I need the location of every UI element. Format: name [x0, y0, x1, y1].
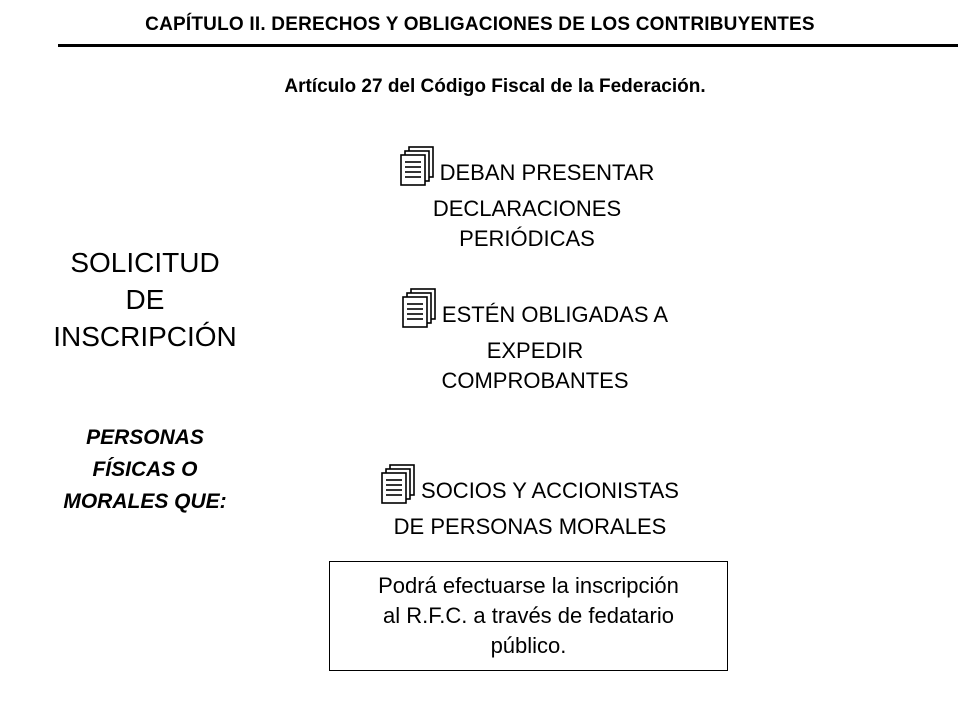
bullet-line: EXPEDIR [486, 338, 584, 363]
chapter-title: CAPÍTULO II. DERECHOS Y OBLIGACIONES DE LOS CONTRIBUYENTES [145, 14, 815, 35]
bullet-line: DE PERSONAS MORALES [393, 514, 667, 539]
subheading-line: MORALES QUE: [63, 490, 227, 513]
document-stack-icon [402, 288, 438, 336]
bullet-line: PERIÓDICAS [459, 226, 595, 251]
registration-request-heading [20, 244, 270, 355]
bullet-item-receipts [360, 288, 710, 396]
bullet-line [352, 146, 702, 194]
bullet-line: COMPROBANTES [441, 368, 629, 393]
document-stack-icon [400, 146, 436, 194]
bullet-text: ESTÉN OBLIGADAS A [441, 302, 669, 327]
subheading-line: PERSONAS [86, 426, 204, 449]
heading-line: DE [125, 284, 165, 315]
document-stack-icon [381, 464, 417, 512]
bullet-text: DEBAN PRESENTAR [439, 160, 655, 185]
bullet-text: SOCIOS Y ACCIONISTAS [421, 478, 679, 503]
heading-line: INSCRIPCIÓN [53, 321, 237, 352]
bullet-line [360, 288, 710, 336]
notary-note-box [329, 561, 728, 671]
title-divider [58, 44, 958, 47]
heading-line: SOLICITUD [70, 247, 220, 278]
bullet-line [340, 464, 720, 512]
note-line: Podrá efectuarse la inscripción [378, 573, 679, 598]
note-line: al R.F.C. a través de fedatario [382, 603, 674, 628]
bullet-line: DECLARACIONES [432, 196, 622, 221]
note-text [378, 571, 679, 661]
bullet-item-partners [340, 464, 720, 542]
note-line: público. [490, 633, 567, 658]
bullet-item-declarations [352, 146, 702, 254]
persons-subheading [20, 422, 270, 518]
subheading-line: FÍSICAS O [92, 458, 198, 481]
article-subtitle: Artículo 27 del Código Fiscal de la Federación. [284, 76, 706, 97]
